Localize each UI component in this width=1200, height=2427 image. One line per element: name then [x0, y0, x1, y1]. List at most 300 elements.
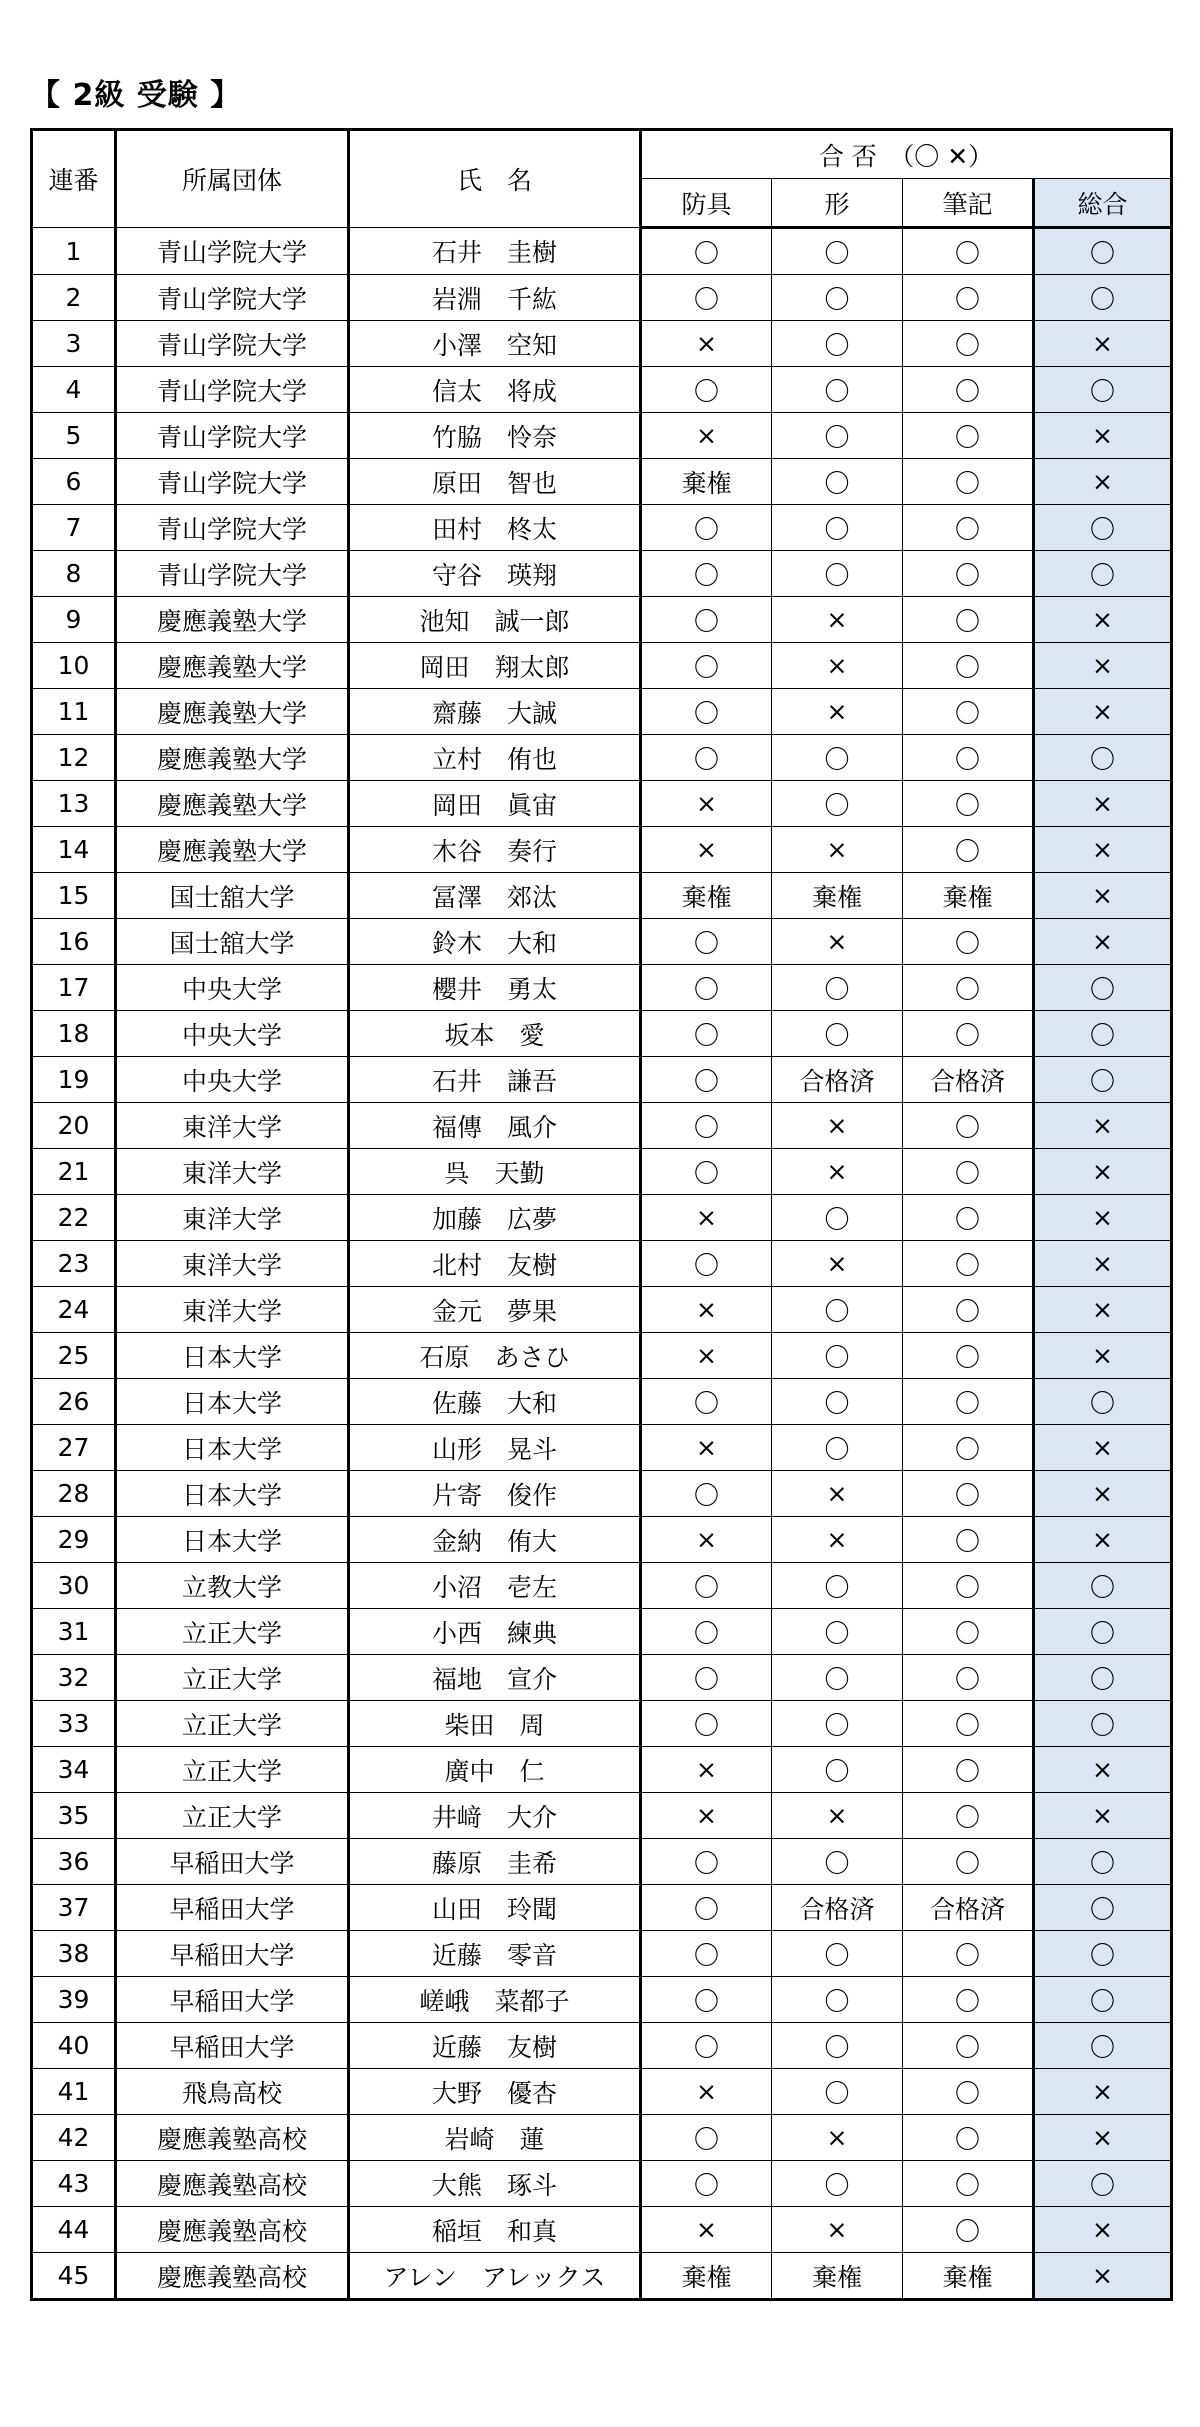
- row-number: 19: [32, 1057, 116, 1103]
- result-sougou: ×: [1034, 2207, 1172, 2253]
- row-name: 金元 夢果: [349, 1287, 641, 1333]
- row-number: 12: [32, 735, 116, 781]
- table-row: [32, 1655, 1172, 1701]
- row-organization: 慶應義塾大学: [116, 735, 349, 781]
- result-bougu: 〇: [641, 1701, 772, 1747]
- result-kata: 〇: [772, 2161, 903, 2207]
- result-hikki: 〇: [903, 367, 1034, 413]
- result-sougou: 〇: [1034, 1885, 1172, 1931]
- page-title: 【 2級 受験 】: [30, 78, 242, 113]
- result-sougou: 〇: [1034, 1609, 1172, 1655]
- row-name: 田村 柊太: [349, 505, 641, 551]
- result-kata: ×: [772, 827, 903, 873]
- row-name: 井﨑 大介: [349, 1793, 641, 1839]
- result-kata: 〇: [772, 1379, 903, 1425]
- row-organization: 立正大学: [116, 1793, 349, 1839]
- row-name: 冨澤 郊汰: [349, 873, 641, 919]
- result-sougou: ×: [1034, 413, 1172, 459]
- row-number: 17: [32, 965, 116, 1011]
- result-kata: 〇: [772, 551, 903, 597]
- result-kata: 〇: [772, 1287, 903, 1333]
- table-row: [32, 2069, 1172, 2115]
- table-header: [32, 130, 1172, 228]
- row-name: 立村 侑也: [349, 735, 641, 781]
- table-row: [32, 1931, 1172, 1977]
- table-row: [32, 1793, 1172, 1839]
- result-sougou: ×: [1034, 1287, 1172, 1333]
- row-number: 30: [32, 1563, 116, 1609]
- result-sougou: ×: [1034, 1241, 1172, 1287]
- result-bougu: 〇: [641, 1057, 772, 1103]
- result-hikki: 合格済: [903, 1057, 1034, 1103]
- row-name: 竹脇 怜奈: [349, 413, 641, 459]
- result-bougu: 〇: [641, 1931, 772, 1977]
- row-number: 29: [32, 1517, 116, 1563]
- result-kata: 〇: [772, 1011, 903, 1057]
- result-bougu: 〇: [641, 643, 772, 689]
- row-name: 大野 優杏: [349, 2069, 641, 2115]
- result-sougou: ×: [1034, 689, 1172, 735]
- result-sougou: 〇: [1034, 1563, 1172, 1609]
- row-name: 稲垣 和真: [349, 2207, 641, 2253]
- result-kata: ×: [772, 2115, 903, 2161]
- row-organization: 中央大学: [116, 1057, 349, 1103]
- row-organization: 東洋大学: [116, 1103, 349, 1149]
- results-table: [30, 128, 1173, 2301]
- row-number: 28: [32, 1471, 116, 1517]
- row-number: 34: [32, 1747, 116, 1793]
- table-row: [32, 1241, 1172, 1287]
- row-number: 15: [32, 873, 116, 919]
- row-number: 21: [32, 1149, 116, 1195]
- table-row: [32, 735, 1172, 781]
- row-name: アレン アレックス: [349, 2253, 641, 2300]
- row-name: 信太 将成: [349, 367, 641, 413]
- result-bougu: 〇: [641, 2115, 772, 2161]
- result-kata: 合格済: [772, 1885, 903, 1931]
- result-bougu: ×: [641, 1425, 772, 1471]
- result-kata: 棄権: [772, 873, 903, 919]
- row-number: 4: [32, 367, 116, 413]
- result-sougou: ×: [1034, 1793, 1172, 1839]
- result-sougou: 〇: [1034, 965, 1172, 1011]
- result-sougou: ×: [1034, 643, 1172, 689]
- result-bougu: ×: [641, 827, 772, 873]
- row-name: 池知 誠一郎: [349, 597, 641, 643]
- result-bougu: 〇: [641, 1655, 772, 1701]
- result-sougou: 〇: [1034, 1931, 1172, 1977]
- result-sougou: 〇: [1034, 275, 1172, 321]
- result-hikki: 〇: [903, 827, 1034, 873]
- result-sougou: ×: [1034, 1425, 1172, 1471]
- result-bougu: 〇: [641, 735, 772, 781]
- result-sougou: 〇: [1034, 1057, 1172, 1103]
- row-number: 2: [32, 275, 116, 321]
- header-result: 合 否 （〇 ✕）: [641, 130, 1172, 179]
- row-organization: 日本大学: [116, 1425, 349, 1471]
- result-hikki: 〇: [903, 1747, 1034, 1793]
- table-row: [32, 1379, 1172, 1425]
- result-bougu: ×: [641, 1287, 772, 1333]
- table-row: [32, 1287, 1172, 1333]
- row-name: 岩淵 千紘: [349, 275, 641, 321]
- result-sougou: ×: [1034, 919, 1172, 965]
- table-row: [32, 1057, 1172, 1103]
- result-hikki: 棄権: [903, 2253, 1034, 2300]
- table-row: [32, 459, 1172, 505]
- row-number: 11: [32, 689, 116, 735]
- result-bougu: 〇: [641, 551, 772, 597]
- result-sougou: ×: [1034, 1195, 1172, 1241]
- row-number: 8: [32, 551, 116, 597]
- row-name: 山形 晃斗: [349, 1425, 641, 1471]
- result-sougou: ×: [1034, 827, 1172, 873]
- row-number: 10: [32, 643, 116, 689]
- row-organization: 国士舘大学: [116, 919, 349, 965]
- row-name: 大熊 琢斗: [349, 2161, 641, 2207]
- result-bougu: 〇: [641, 1149, 772, 1195]
- row-organization: 国士舘大学: [116, 873, 349, 919]
- result-sougou: 〇: [1034, 367, 1172, 413]
- row-name: 石井 圭樹: [349, 228, 641, 275]
- result-kata: 合格済: [772, 1057, 903, 1103]
- row-number: 9: [32, 597, 116, 643]
- result-kata: ×: [772, 1241, 903, 1287]
- result-hikki: 〇: [903, 1655, 1034, 1701]
- result-bougu: 〇: [641, 505, 772, 551]
- result-sougou: 〇: [1034, 505, 1172, 551]
- result-bougu: 棄権: [641, 873, 772, 919]
- row-name: 原田 智也: [349, 459, 641, 505]
- row-number: 3: [32, 321, 116, 367]
- result-bougu: 〇: [641, 597, 772, 643]
- result-hikki: 〇: [903, 321, 1034, 367]
- result-bougu: 棄権: [641, 459, 772, 505]
- table-row: [32, 413, 1172, 459]
- row-organization: 慶應義塾高校: [116, 2115, 349, 2161]
- row-name: 鈴木 大和: [349, 919, 641, 965]
- row-number: 38: [32, 1931, 116, 1977]
- row-organization: 東洋大学: [116, 1195, 349, 1241]
- result-bougu: ×: [641, 2207, 772, 2253]
- result-hikki: 〇: [903, 1793, 1034, 1839]
- result-sougou: ×: [1034, 1517, 1172, 1563]
- row-number: 39: [32, 1977, 116, 2023]
- table-row: [32, 551, 1172, 597]
- result-hikki: 〇: [903, 551, 1034, 597]
- result-bougu: ×: [641, 1517, 772, 1563]
- table-row: [32, 873, 1172, 919]
- row-number: 43: [32, 2161, 116, 2207]
- row-number: 45: [32, 2253, 116, 2300]
- result-bougu: ×: [641, 781, 772, 827]
- result-bougu: 〇: [641, 2023, 772, 2069]
- row-organization: 東洋大学: [116, 1287, 349, 1333]
- row-organization: 青山学院大学: [116, 413, 349, 459]
- result-bougu: 〇: [641, 275, 772, 321]
- row-organization: 青山学院大学: [116, 275, 349, 321]
- row-organization: 早稲田大学: [116, 1885, 349, 1931]
- result-bougu: 〇: [641, 1609, 772, 1655]
- row-number: 13: [32, 781, 116, 827]
- row-name: 廣中 仁: [349, 1747, 641, 1793]
- result-sougou: ×: [1034, 1149, 1172, 1195]
- row-name: 岡田 翔太郎: [349, 643, 641, 689]
- table-row: [32, 1563, 1172, 1609]
- result-kata: 〇: [772, 1333, 903, 1379]
- table-row: [32, 1011, 1172, 1057]
- header-num: 連番: [32, 130, 116, 228]
- result-hikki: 〇: [903, 1149, 1034, 1195]
- result-bougu: 〇: [641, 919, 772, 965]
- result-hikki: 〇: [903, 1609, 1034, 1655]
- result-hikki: 〇: [903, 1287, 1034, 1333]
- table-row: [32, 1701, 1172, 1747]
- result-sougou: 〇: [1034, 2161, 1172, 2207]
- table-row: [32, 2207, 1172, 2253]
- result-hikki: 〇: [903, 2207, 1034, 2253]
- result-bougu: ×: [641, 1195, 772, 1241]
- row-name: 加藤 広夢: [349, 1195, 641, 1241]
- result-bougu: ×: [641, 1793, 772, 1839]
- row-number: 14: [32, 827, 116, 873]
- result-bougu: 〇: [641, 1563, 772, 1609]
- table-row: [32, 321, 1172, 367]
- table-row: [32, 2161, 1172, 2207]
- table-row: [32, 367, 1172, 413]
- row-organization: 中央大学: [116, 965, 349, 1011]
- result-hikki: 〇: [903, 2023, 1034, 2069]
- result-kata: 〇: [772, 2023, 903, 2069]
- result-bougu: 〇: [641, 965, 772, 1011]
- row-organization: 慶應義塾大学: [116, 781, 349, 827]
- row-number: 5: [32, 413, 116, 459]
- table-row: [32, 781, 1172, 827]
- row-number: 22: [32, 1195, 116, 1241]
- result-sougou: 〇: [1034, 228, 1172, 275]
- result-hikki: 〇: [903, 1379, 1034, 1425]
- result-sougou: ×: [1034, 2253, 1172, 2300]
- result-kata: 棄権: [772, 2253, 903, 2300]
- result-kata: ×: [772, 643, 903, 689]
- result-hikki: 〇: [903, 1471, 1034, 1517]
- result-kata: ×: [772, 919, 903, 965]
- row-number: 26: [32, 1379, 116, 1425]
- result-sougou: 〇: [1034, 2023, 1172, 2069]
- result-sougou: ×: [1034, 1747, 1172, 1793]
- result-bougu: 〇: [641, 228, 772, 275]
- row-organization: 青山学院大学: [116, 551, 349, 597]
- row-name: 櫻井 勇太: [349, 965, 641, 1011]
- row-name: 石井 謙吾: [349, 1057, 641, 1103]
- result-bougu: 〇: [641, 1839, 772, 1885]
- result-kata: ×: [772, 1149, 903, 1195]
- result-sougou: 〇: [1034, 1011, 1172, 1057]
- result-kata: 〇: [772, 505, 903, 551]
- result-bougu: 〇: [641, 1379, 772, 1425]
- result-sougou: ×: [1034, 873, 1172, 919]
- result-bougu: 〇: [641, 1885, 772, 1931]
- row-organization: 日本大学: [116, 1471, 349, 1517]
- result-sougou: ×: [1034, 1333, 1172, 1379]
- result-hikki: 〇: [903, 2161, 1034, 2207]
- result-kata: ×: [772, 2207, 903, 2253]
- result-kata: 〇: [772, 1609, 903, 1655]
- table-row: [32, 1609, 1172, 1655]
- row-number: 32: [32, 1655, 116, 1701]
- result-kata: 〇: [772, 367, 903, 413]
- row-number: 35: [32, 1793, 116, 1839]
- row-name: 石原 あさひ: [349, 1333, 641, 1379]
- table-row: [32, 1149, 1172, 1195]
- result-sougou: ×: [1034, 459, 1172, 505]
- row-name: 嵯峨 菜都子: [349, 1977, 641, 2023]
- result-sougou: 〇: [1034, 1839, 1172, 1885]
- result-sougou: ×: [1034, 2069, 1172, 2115]
- row-organization: 東洋大学: [116, 1149, 349, 1195]
- row-organization: 立正大学: [116, 1609, 349, 1655]
- result-sougou: 〇: [1034, 551, 1172, 597]
- result-kata: ×: [772, 1793, 903, 1839]
- row-number: 1: [32, 228, 116, 275]
- table-row: [32, 1333, 1172, 1379]
- result-hikki: 合格済: [903, 1885, 1034, 1931]
- result-kata: 〇: [772, 459, 903, 505]
- result-hikki: 〇: [903, 2115, 1034, 2161]
- table-row: [32, 275, 1172, 321]
- row-number: 44: [32, 2207, 116, 2253]
- row-name: 小澤 空知: [349, 321, 641, 367]
- result-bougu: 〇: [641, 1103, 772, 1149]
- result-hikki: 〇: [903, 1563, 1034, 1609]
- table-row: [32, 1195, 1172, 1241]
- table-row: [32, 1977, 1172, 2023]
- result-bougu: 〇: [641, 2161, 772, 2207]
- result-bougu: 〇: [641, 1471, 772, 1517]
- row-organization: 日本大学: [116, 1333, 349, 1379]
- result-kata: 〇: [772, 1655, 903, 1701]
- result-hikki: 〇: [903, 1701, 1034, 1747]
- table-row: [32, 1839, 1172, 1885]
- row-name: 近藤 友樹: [349, 2023, 641, 2069]
- result-hikki: 〇: [903, 735, 1034, 781]
- result-kata: ×: [772, 1471, 903, 1517]
- row-organization: 早稲田大学: [116, 2023, 349, 2069]
- row-name: 小西 練典: [349, 1609, 641, 1655]
- result-kata: 〇: [772, 1701, 903, 1747]
- result-hikki: 〇: [903, 413, 1034, 459]
- result-kata: 〇: [772, 1425, 903, 1471]
- row-organization: 青山学院大学: [116, 228, 349, 275]
- row-number: 6: [32, 459, 116, 505]
- result-sougou: 〇: [1034, 1977, 1172, 2023]
- row-organization: 立正大学: [116, 1701, 349, 1747]
- result-bougu: 〇: [641, 1977, 772, 2023]
- table-row: [32, 1103, 1172, 1149]
- result-bougu: ×: [641, 321, 772, 367]
- result-bougu: ×: [641, 1333, 772, 1379]
- result-sougou: ×: [1034, 1103, 1172, 1149]
- row-number: 42: [32, 2115, 116, 2161]
- result-kata: 〇: [772, 1195, 903, 1241]
- result-hikki: 〇: [903, 228, 1034, 275]
- row-organization: 立正大学: [116, 1747, 349, 1793]
- result-sougou: 〇: [1034, 1701, 1172, 1747]
- result-kata: 〇: [772, 228, 903, 275]
- result-hikki: 〇: [903, 2069, 1034, 2115]
- table-row: [32, 2023, 1172, 2069]
- result-hikki: 〇: [903, 1977, 1034, 2023]
- row-organization: 立教大学: [116, 1563, 349, 1609]
- result-kata: ×: [772, 1103, 903, 1149]
- row-organization: 東洋大学: [116, 1241, 349, 1287]
- result-hikki: 〇: [903, 1517, 1034, 1563]
- result-sougou: 〇: [1034, 1379, 1172, 1425]
- result-hikki: 〇: [903, 689, 1034, 735]
- row-number: 7: [32, 505, 116, 551]
- row-organization: 中央大学: [116, 1011, 349, 1057]
- result-sougou: ×: [1034, 2115, 1172, 2161]
- row-organization: 早稲田大学: [116, 1839, 349, 1885]
- table-row: [32, 228, 1172, 275]
- result-sougou: ×: [1034, 781, 1172, 827]
- row-name: 坂本 愛: [349, 1011, 641, 1057]
- row-number: 23: [32, 1241, 116, 1287]
- row-organization: 慶應義塾高校: [116, 2207, 349, 2253]
- result-hikki: 〇: [903, 1931, 1034, 1977]
- row-organization: 青山学院大学: [116, 321, 349, 367]
- row-name: 岩崎 蓮: [349, 2115, 641, 2161]
- header-sougou: 総合: [1034, 179, 1172, 228]
- result-hikki: 棄権: [903, 873, 1034, 919]
- row-name: 片寄 俊作: [349, 1471, 641, 1517]
- result-kata: 〇: [772, 1931, 903, 1977]
- result-kata: 〇: [772, 1747, 903, 1793]
- row-organization: 早稲田大学: [116, 1931, 349, 1977]
- result-hikki: 〇: [903, 919, 1034, 965]
- table-row: [32, 965, 1172, 1011]
- row-name: 小沼 壱左: [349, 1563, 641, 1609]
- result-kata: 〇: [772, 2069, 903, 2115]
- table-row: [32, 1425, 1172, 1471]
- table-row: [32, 1885, 1172, 1931]
- result-hikki: 〇: [903, 597, 1034, 643]
- result-hikki: 〇: [903, 1333, 1034, 1379]
- result-hikki: 〇: [903, 1103, 1034, 1149]
- row-number: 33: [32, 1701, 116, 1747]
- result-sougou: ×: [1034, 1471, 1172, 1517]
- result-sougou: ×: [1034, 321, 1172, 367]
- result-bougu: 〇: [641, 689, 772, 735]
- row-number: 24: [32, 1287, 116, 1333]
- row-organization: 慶應義塾高校: [116, 2161, 349, 2207]
- row-number: 25: [32, 1333, 116, 1379]
- result-kata: ×: [772, 689, 903, 735]
- table-row: [32, 1747, 1172, 1793]
- row-name: 佐藤 大和: [349, 1379, 641, 1425]
- result-hikki: 〇: [903, 643, 1034, 689]
- table-row: [32, 1517, 1172, 1563]
- result-bougu: 〇: [641, 1241, 772, 1287]
- header-org: 所属団体: [116, 130, 349, 228]
- row-name: 福傳 風介: [349, 1103, 641, 1149]
- row-organization: 日本大学: [116, 1379, 349, 1425]
- row-name: 藤原 圭希: [349, 1839, 641, 1885]
- result-hikki: 〇: [903, 1425, 1034, 1471]
- row-organization: 日本大学: [116, 1517, 349, 1563]
- result-bougu: ×: [641, 1747, 772, 1793]
- row-number: 40: [32, 2023, 116, 2069]
